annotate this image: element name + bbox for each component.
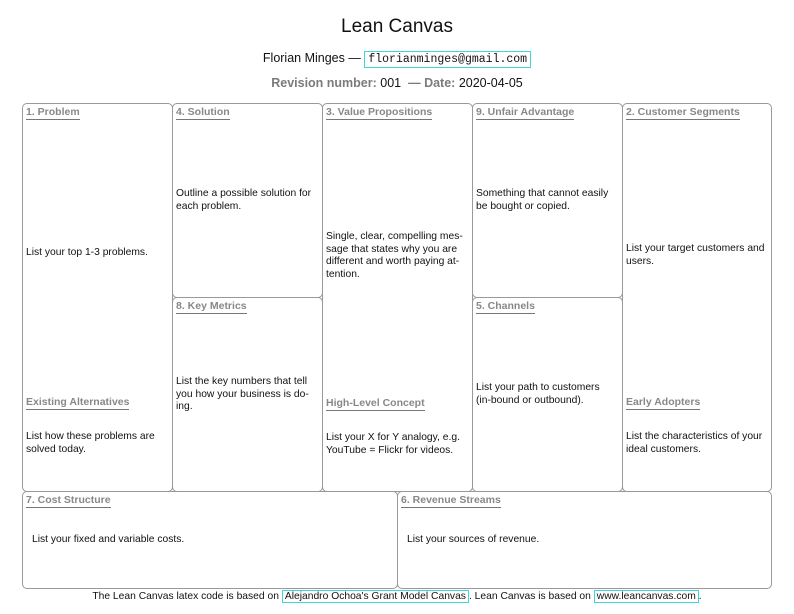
cost-structure-title: 7. Cost Structure	[26, 494, 111, 506]
revenue-streams-block	[397, 491, 772, 589]
leancanvas-link[interactable]: www.leancanvas.com	[594, 590, 699, 603]
customer-segments-text: List your target customers and users.	[626, 243, 765, 267]
footer	[0, 591, 794, 602]
revenue-streams-text: List your sources of revenue.	[407, 534, 540, 545]
channels-title: 5. Channels	[476, 300, 535, 312]
key-metrics-title: 8. Key Metrics	[176, 300, 247, 312]
cost-structure-block	[22, 491, 398, 589]
unfair-advantage-text: Something that cannot easily be bought or copied.	[476, 188, 609, 212]
early-adopters-text: List the characteristics of your ideal customers.	[626, 431, 763, 455]
existing-alternatives-text: List how these problems are solved today.	[26, 431, 155, 455]
solution-block	[172, 103, 323, 298]
date-value: 2020-04-05	[458, 76, 523, 90]
value-propositions-title: 3. Value Propositions	[326, 106, 433, 118]
email-link[interactable]: florianminges@gmail.com	[364, 51, 531, 68]
value-propositions-block	[322, 103, 473, 492]
revision-label: Revision number:	[271, 76, 377, 90]
revenue-streams-title: 6. Revenue Streams	[401, 494, 501, 506]
revision-line	[0, 76, 794, 90]
problem-text: List your top 1-3 problems.	[26, 247, 148, 258]
channels-text: List your path to customers (in-bound or outbound).	[476, 382, 600, 406]
author-name: Florian Minges —	[262, 51, 361, 65]
grant-model-canvas-link[interactable]: Alejandro Ochoa's Grant Model Canvas	[282, 590, 469, 603]
existing-alternatives-title: Existing Alternatives	[26, 396, 130, 408]
cost-structure-text: List your fixed and variable costs.	[32, 534, 185, 545]
early-adopters-title: Early Adopters	[626, 396, 701, 408]
problem-block	[22, 103, 173, 492]
revision-value: 001	[380, 76, 402, 90]
footer-prefix: The Lean Canvas latex code is based on	[92, 591, 279, 602]
date-label: — Date:	[408, 76, 456, 90]
footer-middle: . Lean Canvas is based on	[468, 591, 591, 602]
footer-suffix: .	[698, 591, 702, 602]
key-metrics-block	[172, 297, 323, 492]
customer-segments-block	[622, 103, 772, 492]
unfair-advantage-block	[472, 103, 623, 298]
unfair-advantage-title: 9. Unfair Advantage	[476, 106, 575, 118]
high-level-concept-title: High-Level Concept	[326, 397, 425, 409]
channels-block	[472, 297, 623, 492]
value-propositions-text: Single, clear, compelling mes-sage that states why you are different and worth paying at-tention.	[326, 231, 463, 280]
problem-title: 1. Problem	[26, 106, 80, 118]
author-line	[0, 51, 794, 66]
solution-title: 4. Solution	[176, 106, 230, 118]
page-title: Lean Canvas	[341, 16, 453, 37]
high-level-concept-text: List your X for Y analogy, e.g. YouTube = Flickr for videos.	[326, 432, 460, 456]
key-metrics-text: List the key numbers that tell you how your business is do-ing.	[176, 376, 309, 412]
customer-segments-title: 2. Customer Segments	[626, 106, 740, 118]
solution-text: Outline a possible solution for each problem.	[176, 188, 312, 212]
